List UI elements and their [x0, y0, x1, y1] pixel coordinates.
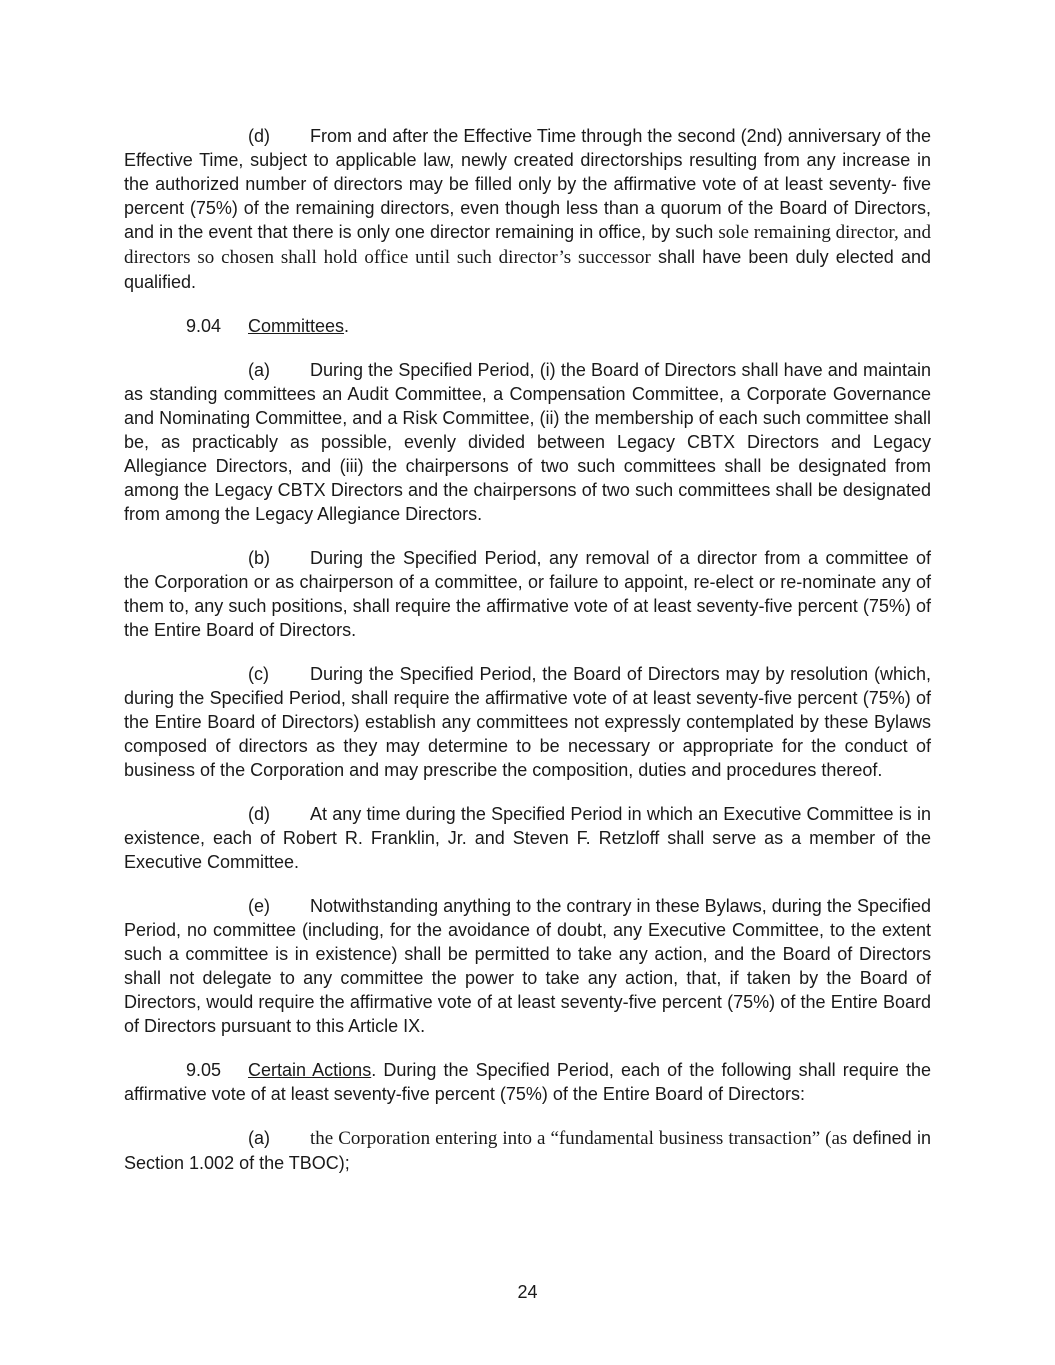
section-text: . During the Specified Period, each of the following shall require the affirmative vote of at least seventy-five percent (75%) of the Entire Board of Directors:	[124, 1060, 931, 1104]
paragraph-text-serif: sole remaining director, and directors so chosen shall hold office until such director’s successor	[124, 222, 931, 268]
paragraph-text: During the Specified Period, (i) the Board of Directors shall have and maintain as standing committees an Audit Committee, a Compensation Committee, a Corporate Governance and Nominating Committee, and a Risk Committee, (ii) the membership of each such committee shall be, as practicably as possible, evenly divided between Legacy CBTX Directors and Legacy Allegiance Directors, and (iii) the chairpersons of two such committees shall be designated from among the Legacy CBTX Directors and the chairpersons of two such committees shall be designated from among the Legacy Allegiance Directors.	[124, 360, 931, 524]
paragraph-marker: (d)	[248, 804, 270, 824]
paragraph-text: During the Specified Period, the Board of Directors may by resolution (which, during the Specified Period, shall require the affirmative vote of at least seventy-five percent (75%) of the Entire Board of Directors) establish any committees not expressly contemplated by these Bylaws composed of directors as they may determine to be necessary or appropriate for the conduct of business of the Corporation and may prescribe the composition, duties and procedures thereof.	[124, 664, 931, 780]
section-number: 9.05	[186, 1060, 222, 1080]
paragraph-marker: (e)	[248, 896, 270, 916]
paragraph-text: Notwithstanding anything to the contrary in these Bylaws, during the Specified Period, no committee (including, for the avoidance of doubt, any Executive Committee, to the extent such a committee is in existence) shall be permitted to take any action, and the Board of Directors shall not delegate to any committee the power to take any action, that, if taken by the Board of Directors, would require the affirmative vote of at least seventy-five percent (75%) of the Entire Board of Directors pursuant to this Article IX.	[124, 896, 931, 1036]
section-title: Certain Actions	[248, 1060, 372, 1080]
paragraph-text-serif: the Corporation entering into a “fundamental business transaction” (as	[310, 1128, 848, 1149]
section-heading-9-04	[124, 314, 931, 338]
paragraph-9-05-a	[124, 1126, 931, 1175]
section-number: 9.04	[186, 316, 222, 336]
paragraph-marker: (a)	[248, 1128, 270, 1148]
document-page	[124, 124, 931, 1195]
paragraph-text: During the Specified Period, any removal of a director from a committee of the Corporation or as chairperson of a committee, or failure to appoint, re-elect or re-nominate any of them to, any such positions, shall require the affirmative vote of at least seventy-five percent (75%) of the Entire Board of Directors.	[124, 548, 931, 640]
section-title: Committees	[248, 316, 345, 336]
paragraph-9-04-d	[124, 802, 931, 874]
paragraph-marker: (d)	[248, 126, 270, 146]
section-9-05	[124, 1058, 931, 1106]
paragraph-marker: (b)	[248, 548, 270, 568]
paragraph-d-new-directorships	[124, 124, 931, 294]
paragraph-text: defined in Section 1.002 of the TBOC);	[124, 1128, 931, 1173]
paragraph-9-04-a	[124, 358, 931, 526]
paragraph-marker: (a)	[248, 360, 270, 380]
page-number: 24	[517, 1282, 538, 1302]
section-title-trail: .	[344, 316, 350, 336]
paragraph-text: From and after the Effective Time through the second (2nd) anniversary of the Effective Time, subject to applicable law, newly created directorships resulting from any increase in the authorized number of directors may be filled only by the affirmative vote of at least seventy- five percent (75%) of the remaining directors, even though less than a quorum of the Board of Directors, and in the event that there is only one director remaining in office, by such	[124, 126, 931, 242]
paragraph-9-04-e	[124, 894, 931, 1038]
paragraph-9-04-b	[124, 546, 931, 642]
paragraph-9-04-c	[124, 662, 931, 782]
paragraph-marker: (c)	[248, 664, 269, 684]
paragraph-text-end: shall have been duly elected and qualified.	[124, 247, 931, 292]
paragraph-text: At any time during the Specified Period in which an Executive Committee is in existence, each of Robert R. Franklin, Jr. and Steven F. Retzloff shall serve as a member of the Executive Committee.	[124, 804, 931, 872]
